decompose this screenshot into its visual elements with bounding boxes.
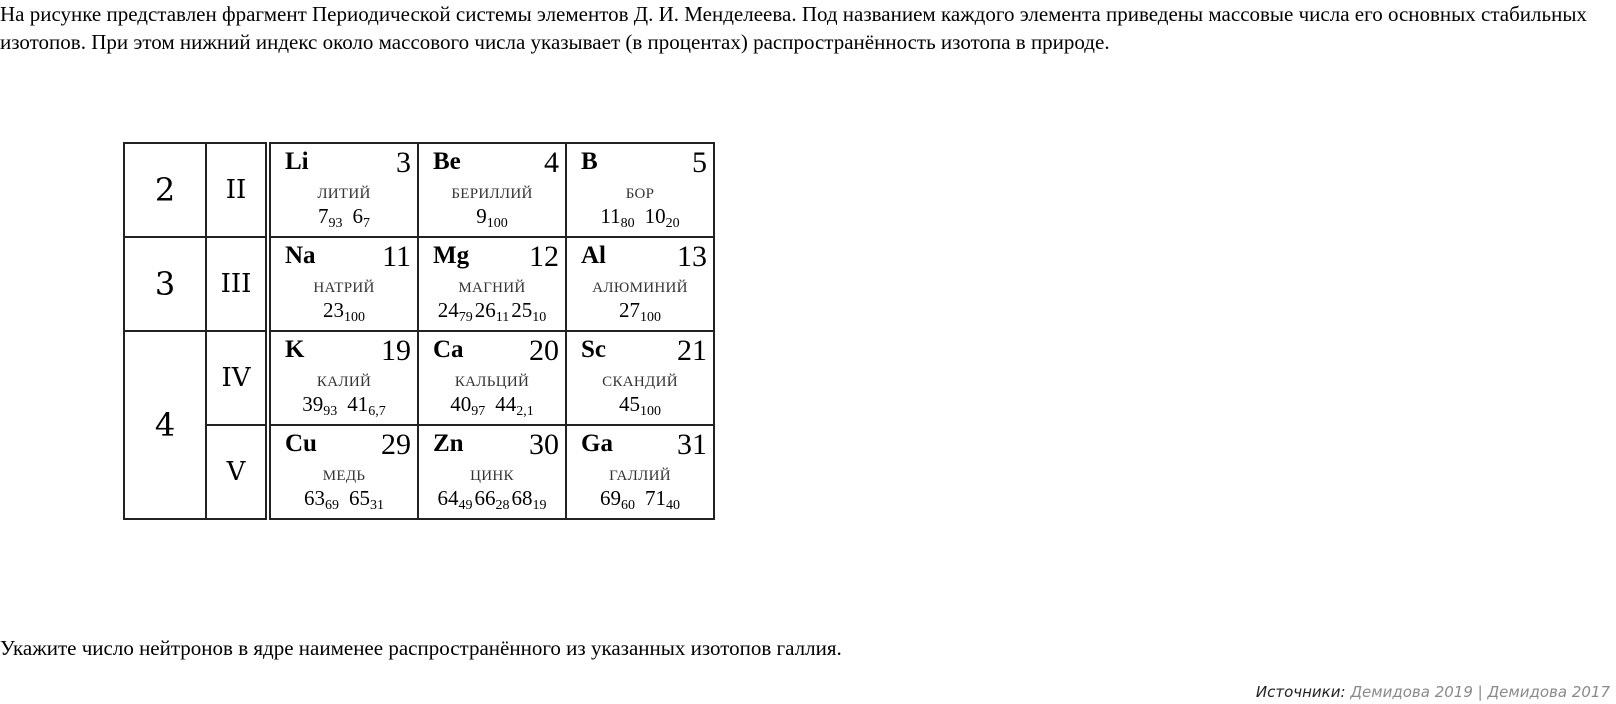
- periodic-table-fragment: [123, 142, 715, 520]
- element-symbol: K: [285, 336, 305, 363]
- element-name: НАТРИЙ: [313, 280, 375, 296]
- element-symbol: Sc: [581, 336, 606, 363]
- abundance-percent: 7: [363, 216, 370, 231]
- isotope: [644, 204, 680, 231]
- atomic-number: 19: [381, 334, 411, 367]
- isotope: [495, 392, 534, 419]
- element-cell: [268, 425, 418, 519]
- isotope-list: [419, 392, 565, 420]
- element-symbol: Na: [285, 242, 316, 269]
- mass-number: 68: [511, 486, 533, 510]
- element-cell: [418, 331, 566, 425]
- element-cell: [418, 237, 566, 331]
- mass-number: 40: [450, 392, 472, 416]
- abundance-percent: 28: [495, 498, 510, 513]
- isotope-list: [271, 392, 417, 420]
- element-cell: [268, 237, 418, 331]
- mass-number: 25: [511, 298, 533, 322]
- atomic-number: 12: [529, 240, 559, 273]
- isotope: [619, 298, 661, 325]
- atomic-number: 3: [396, 146, 411, 179]
- isotope: [437, 486, 473, 513]
- isotope-list: [567, 298, 713, 326]
- mass-number: 23: [323, 298, 344, 322]
- isotope: [437, 298, 473, 325]
- sources-label: Источники:: [1255, 683, 1346, 701]
- abundance-percent: 31: [370, 498, 384, 513]
- row-cell: III: [206, 237, 268, 331]
- isotope: [474, 486, 510, 513]
- atomic-number: 4: [544, 146, 559, 179]
- abundance-percent: 97: [471, 404, 486, 419]
- abundance-percent: 10: [532, 310, 547, 325]
- row-cell: IV: [206, 331, 268, 425]
- element-symbol: Be: [433, 148, 461, 175]
- abundance-percent: 40: [666, 498, 680, 513]
- mass-number: 24: [437, 298, 459, 322]
- isotope: [323, 298, 365, 325]
- abundance-percent: 100: [344, 310, 365, 325]
- row-cell: V: [206, 425, 268, 519]
- abundance-percent: 93: [328, 216, 343, 231]
- atomic-number: 13: [677, 240, 707, 273]
- element-cell: [566, 425, 714, 519]
- isotope: [476, 204, 508, 231]
- abundance-percent: 80: [620, 216, 635, 231]
- element-name: ЦИНК: [470, 468, 514, 484]
- intro-text: На рисунке представлен фрагмент Периодической системы элементов Д. И. Менделеева. Под названием каждого элемента приведены массовые числа его основных стабильных изотопов. При этом нижний индекс около массового числа указывает (в процентах) распространённость изотопа в природе.: [0, 2, 1587, 54]
- abundance-percent: 100: [640, 404, 661, 419]
- abundance-percent: 20: [665, 216, 680, 231]
- mass-number: 26: [474, 298, 496, 322]
- element-name: БОР: [625, 186, 655, 202]
- abundance-percent: 100: [486, 216, 508, 231]
- mass-number: 44: [495, 392, 517, 416]
- atomic-number: 5: [692, 146, 707, 179]
- sources-links[interactable]: Демидова 2019 | Демидова 2017: [1350, 683, 1610, 701]
- element-name: МЕДЬ: [322, 468, 366, 484]
- element-cell: [268, 331, 418, 425]
- isotope: [511, 298, 547, 325]
- mass-number: 69: [600, 486, 621, 510]
- mass-number: 71: [645, 486, 666, 510]
- atomic-number: 20: [529, 334, 559, 367]
- element-name: ЛИТИЙ: [317, 186, 371, 202]
- abundance-percent: 49: [458, 498, 473, 513]
- element-name: МАГНИЙ: [458, 280, 526, 296]
- isotope: [450, 392, 486, 419]
- period-cell: 3: [124, 237, 206, 331]
- element-symbol: B: [581, 148, 598, 175]
- mass-number: 65: [349, 486, 370, 510]
- atomic-number: 11: [382, 240, 411, 273]
- period-cell: 4: [124, 331, 206, 519]
- atomic-number: 30: [529, 428, 559, 461]
- atomic-number: 29: [381, 428, 411, 461]
- isotope: [352, 204, 371, 231]
- isotope-list: [419, 204, 565, 232]
- abundance-percent: 19: [532, 498, 547, 513]
- sources-line: [1256, 683, 1610, 701]
- element-symbol: Mg: [433, 242, 470, 269]
- isotope-list: [271, 204, 417, 232]
- mass-number: 64: [437, 486, 459, 510]
- mass-number: 11: [600, 204, 621, 228]
- mass-number: 41: [347, 392, 369, 416]
- abundance-percent: 11: [495, 310, 510, 325]
- element-symbol: Cu: [285, 430, 317, 457]
- element-name: КАЛЬЦИЙ: [454, 374, 530, 390]
- isotope: [349, 486, 384, 513]
- abundance-percent: 2,1: [516, 404, 534, 419]
- question-text: Укажите число нейтронов в ядре наименее распространённого из указанных изотопов галлия.: [0, 636, 842, 660]
- mass-number: 63: [304, 486, 325, 510]
- atomic-number: 31: [677, 428, 707, 461]
- isotope-list: [419, 298, 565, 326]
- mass-number: 45: [619, 392, 640, 416]
- isotope: [600, 486, 635, 513]
- abundance-percent: 69: [325, 498, 339, 513]
- element-symbol: Ga: [581, 430, 613, 457]
- element-name: АЛЮМИНИЙ: [592, 280, 688, 296]
- element-name: ГАЛЛИЙ: [609, 468, 671, 484]
- element-symbol: Li: [285, 148, 309, 175]
- isotope-list: [567, 392, 713, 420]
- isotope: [318, 204, 343, 231]
- element-symbol: Al: [581, 242, 606, 269]
- mass-number: 10: [644, 204, 666, 228]
- element-cell: [268, 143, 418, 237]
- mass-number: 7: [318, 204, 329, 228]
- abundance-percent: 79: [458, 310, 473, 325]
- element-cell: [418, 425, 566, 519]
- element-cell: [566, 143, 714, 237]
- isotope: [645, 486, 680, 513]
- isotope: [511, 486, 547, 513]
- atomic-number: 21: [677, 334, 707, 367]
- mass-number: 27: [619, 298, 640, 322]
- abundance-percent: 60: [621, 498, 635, 513]
- isotope-list: [271, 298, 417, 326]
- element-cell: [418, 143, 566, 237]
- isotope-list: [567, 204, 713, 232]
- abundance-percent: 100: [640, 310, 661, 325]
- element-cell: [566, 331, 714, 425]
- element-name: СКАНДИЙ: [602, 374, 678, 390]
- mass-number: 39: [302, 392, 324, 416]
- isotope: [302, 392, 338, 419]
- mass-number: 6: [352, 204, 363, 228]
- isotope: [619, 392, 661, 419]
- element-name: БЕРИЛЛИЙ: [451, 186, 533, 202]
- mass-number: 66: [474, 486, 496, 510]
- abundance-percent: 93: [323, 404, 338, 419]
- mass-number: 9: [476, 204, 487, 228]
- period-cell: 2: [124, 143, 206, 237]
- isotope-list: [419, 486, 565, 514]
- isotope-list: [567, 486, 713, 514]
- element-cell: [566, 237, 714, 331]
- isotope: [600, 204, 635, 231]
- isotope: [347, 392, 386, 419]
- element-symbol: Zn: [433, 430, 464, 457]
- isotope: [304, 486, 339, 513]
- element-symbol: Ca: [433, 336, 464, 363]
- row-cell: II: [206, 143, 268, 237]
- element-name: КАЛИЙ: [316, 374, 372, 390]
- isotope-list: [271, 486, 417, 514]
- abundance-percent: 6,7: [368, 404, 386, 419]
- isotope: [474, 298, 510, 325]
